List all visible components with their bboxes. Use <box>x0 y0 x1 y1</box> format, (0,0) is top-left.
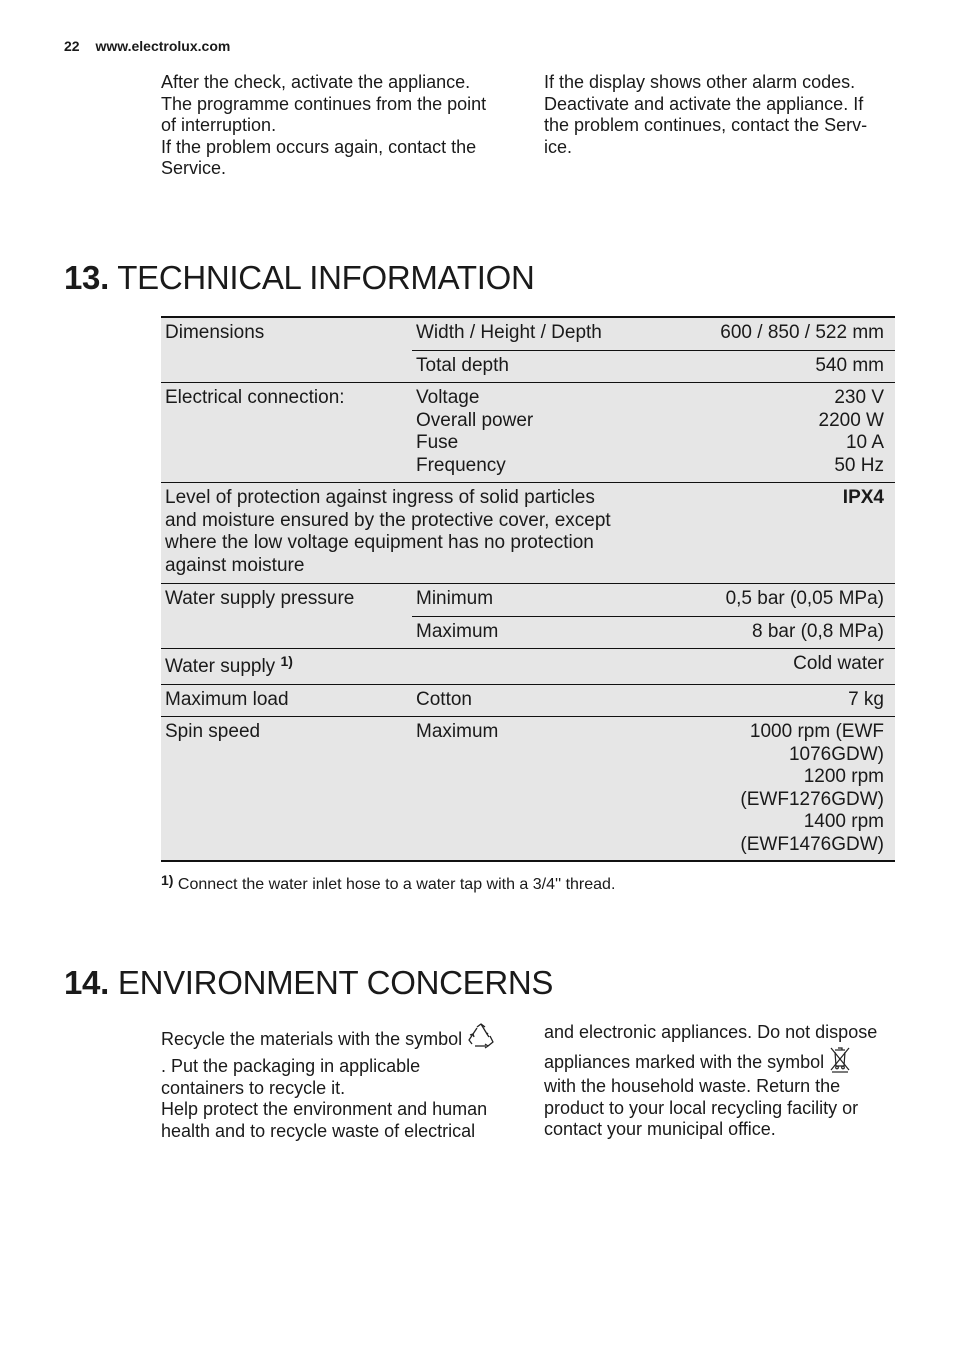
param-name: Fuse <box>416 432 459 453</box>
param-name: Maximum <box>412 616 667 649</box>
row-label: Dimensions <box>165 322 265 343</box>
footnote <box>161 872 615 894</box>
param-value: 50 Hz <box>834 454 884 476</box>
section-number: 14. <box>64 964 109 1001</box>
text-line: the problem continues, contact the Serv- <box>544 115 868 135</box>
table-row <box>161 317 895 350</box>
param-value: Cold water <box>667 649 895 685</box>
row-label: Electrical connection: <box>161 383 412 483</box>
section-13-heading <box>64 258 534 298</box>
text-line: with the household waste. Return the <box>544 1076 841 1096</box>
label-text: Water supply <box>165 656 276 677</box>
text-line: Help protect the environment and human <box>161 1099 488 1119</box>
param-value: 10 A <box>845 432 884 453</box>
param-value: 540 mm <box>667 350 895 383</box>
page-header <box>64 38 230 54</box>
param-name: Width / Height / Depth <box>416 322 602 343</box>
text-line: and electronic appliances. Do not dispose <box>544 1022 878 1042</box>
param-value: 1200 rpm <box>803 766 884 787</box>
table-row <box>161 717 895 862</box>
param-value: 230 V <box>834 387 884 408</box>
param-name: Minimum <box>412 584 667 617</box>
table-row <box>161 649 895 685</box>
param-values <box>667 383 895 483</box>
param-value: (EWF1476GDW) <box>740 833 884 855</box>
row-label <box>161 649 412 685</box>
param-name: Maximum <box>412 717 667 862</box>
param-name: Voltage <box>416 387 480 408</box>
param-value: 8 bar (0,8 MPa) <box>667 616 895 649</box>
section-number: 13. <box>64 259 109 296</box>
env-right-column <box>544 1020 877 1141</box>
text-line: After the check, activate the appliance. <box>161 72 471 92</box>
footnote-mark: 1) <box>280 653 293 669</box>
website: www.electrolux.com <box>95 38 231 54</box>
text-line: ice. <box>544 136 573 157</box>
text-line: . Put the packaging in applicable <box>161 1056 421 1076</box>
text-line: If the display shows other alarm codes. <box>544 72 856 92</box>
param-name <box>412 649 667 685</box>
text-line: where the low voltage equipment has no protection <box>165 532 594 553</box>
param-names <box>412 383 667 483</box>
text-line <box>544 1044 877 1074</box>
table-row <box>161 383 895 483</box>
param-value: 7 kg <box>667 684 895 717</box>
param-name: Cotton <box>412 684 667 717</box>
text-line: The programme continues from the point <box>161 93 487 114</box>
param-value: 1076GDW) <box>788 743 884 765</box>
text: Recycle the materials with the symbol <box>161 1028 463 1049</box>
row-label <box>161 483 667 584</box>
text-line: product to your local recycling facility or <box>544 1097 859 1118</box>
text-line: If the problem occurs again, contact the <box>161 136 477 157</box>
param-name: Frequency <box>416 454 506 476</box>
text-line: of interruption. <box>161 115 277 135</box>
param-name: Total depth <box>412 350 667 383</box>
row-label: Maximum load <box>161 684 412 717</box>
param-value: 0,5 bar (0,05 MPa) <box>667 584 895 617</box>
param-value: (EWF1276GDW) <box>740 788 884 810</box>
intro-right-column <box>544 72 867 158</box>
recycle-icon <box>467 1022 495 1058</box>
text-line: Service. <box>161 158 227 178</box>
section-title: TECHNICAL INFORMATION <box>117 259 535 296</box>
param-value: 1400 rpm <box>803 811 884 832</box>
env-left-column <box>161 1022 495 1142</box>
section-14-heading <box>64 963 553 1003</box>
technical-info-table <box>161 316 895 862</box>
intro-left-column <box>161 72 486 180</box>
param-value: IPX4 <box>667 483 895 584</box>
page-number: 22 <box>64 38 80 54</box>
table-row <box>161 684 895 717</box>
row-label: Water supply pressure <box>161 584 412 649</box>
text-line: Deactivate and activate the appliance. If <box>544 93 864 114</box>
text-line: contact your municipal office. <box>544 1119 776 1139</box>
text-line: and moisture ensured by the protective cover, except <box>165 509 611 531</box>
table-row <box>161 584 895 617</box>
param-value: 2200 W <box>818 409 884 431</box>
footnote-mark: 1) <box>161 872 174 888</box>
section-title: ENVIRONMENT CONCERNS <box>117 964 554 1001</box>
param-values <box>667 717 895 862</box>
text-line: Level of protection against ingress of solid particles <box>165 487 595 508</box>
table-row <box>161 483 895 584</box>
text-line: against moisture <box>165 554 305 576</box>
param-value: 600 / 850 / 522 mm <box>720 322 884 343</box>
text-line: containers to recycle it. <box>161 1077 346 1098</box>
text-line <box>161 1022 495 1054</box>
param-value: 1000 rpm (EWF <box>749 721 884 742</box>
footnote-text: Connect the water inlet hose to a water tap with a 3/4'' thread. <box>177 876 616 893</box>
text-line: health and to recycle waste of electrical <box>161 1120 476 1141</box>
row-label: Spin speed <box>161 717 412 862</box>
param-name: Overall power <box>416 409 534 431</box>
text: appliances marked with the symbol <box>544 1051 825 1072</box>
